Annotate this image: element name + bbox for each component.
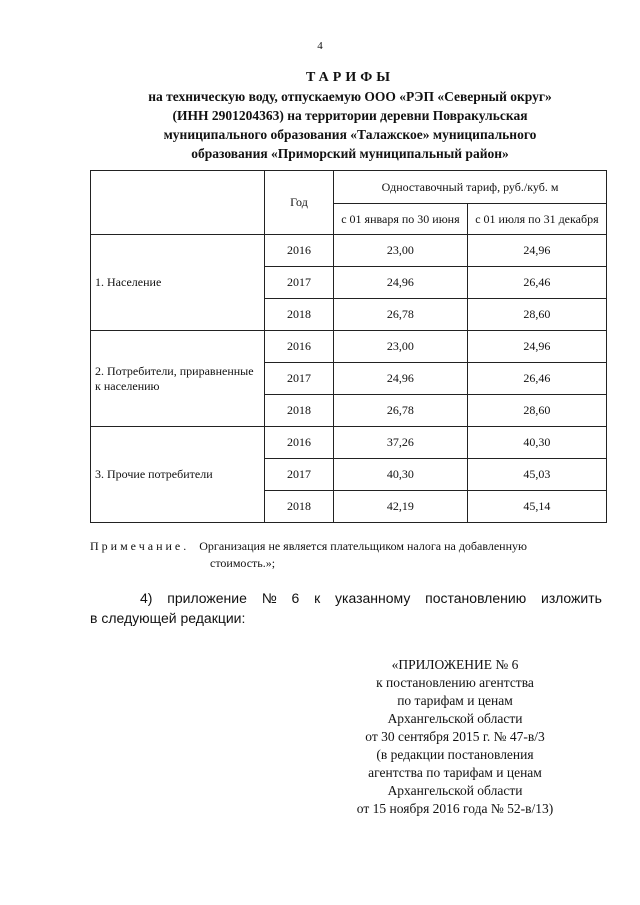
table-note	[90, 538, 607, 572]
year-cell: 2018	[265, 491, 334, 523]
annex-header	[340, 656, 570, 818]
tariff-cell: 23,00	[334, 235, 468, 267]
category-cell: 2. Потребители, приравненные к населению	[91, 331, 265, 427]
paragraph-word: указанному	[335, 590, 411, 606]
annex-line: «ПРИЛОЖЕНИЕ № 6	[391, 657, 519, 672]
note-text-continued: стоимость.»;	[210, 556, 276, 570]
tariff-cell: 26,78	[334, 299, 468, 331]
category-cell: 1. Население	[91, 235, 265, 331]
paragraph-word: №	[261, 590, 277, 606]
year-cell: 2016	[265, 235, 334, 267]
year-cell: 2016	[265, 331, 334, 363]
year-cell: 2017	[265, 267, 334, 299]
year-cell: 2018	[265, 299, 334, 331]
title-main: ТАРИФЫ	[306, 70, 394, 85]
tariff-cell: 28,60	[467, 395, 606, 427]
title-line: муниципального образования «Талажское» муниципального	[163, 127, 537, 142]
tariff-cell: 26,46	[467, 363, 606, 395]
tariff-cell: 42,19	[334, 491, 468, 523]
title-line: (ИНН 2901204363) на территории деревни Повракульская	[172, 108, 528, 123]
tariff-cell: 24,96	[467, 331, 606, 363]
annex-line: Архангельской области	[387, 783, 523, 798]
annex-line: агентства по тарифам и ценам	[368, 765, 542, 780]
year-cell: 2017	[265, 363, 334, 395]
annex-line: к постановлению агентства	[376, 675, 534, 690]
tariff-cell: 40,30	[467, 427, 606, 459]
tariff-cell: 28,60	[467, 299, 606, 331]
paragraph-word: приложение	[167, 590, 247, 606]
annex-line: от 15 ноября 2016 года № 52-в/13)	[356, 801, 554, 816]
paragraph-word: 4)	[140, 590, 153, 606]
tariff-cell: 24,96	[467, 235, 606, 267]
year-cell: 2016	[265, 427, 334, 459]
tariff-cell: 45,03	[467, 459, 606, 491]
annex-line: по тарифам и ценам	[397, 693, 513, 708]
paragraph-word: изложить	[541, 590, 602, 606]
header-tariff: Одноставочный тариф, руб./куб. м	[334, 171, 607, 204]
header-period-1: с 01 января по 30 июня	[334, 204, 468, 235]
tariff-cell: 37,26	[334, 427, 468, 459]
tariff-cell: 45,14	[467, 491, 606, 523]
note-label: Примечание.	[90, 539, 190, 553]
paragraph-word: 6	[291, 590, 300, 606]
header-category	[91, 171, 265, 235]
header-year: Год	[265, 171, 334, 235]
title-line: образования «Приморский муниципальный район»	[191, 146, 509, 161]
annex-line: от 30 сентября 2015 г. № 47-в/3	[365, 729, 545, 744]
paragraph-word: к	[314, 590, 321, 606]
header-period-2: с 01 июля по 31 декабря	[467, 204, 606, 235]
table-row	[91, 427, 607, 459]
amendment-paragraph	[90, 588, 602, 628]
tariff-cell: 24,96	[334, 267, 468, 299]
year-cell: 2017	[265, 459, 334, 491]
page-number: 4	[317, 40, 323, 52]
tariff-cell: 26,78	[334, 395, 468, 427]
tariff-cell: 23,00	[334, 331, 468, 363]
note-text: Организация не является плательщиком налога на добавленную	[199, 539, 527, 553]
document-title	[90, 68, 610, 163]
tariff-table	[90, 170, 607, 523]
category-cell: 3. Прочие потребители	[91, 427, 265, 523]
tariff-cell: 40,30	[334, 459, 468, 491]
annex-line: Архангельской области	[387, 711, 523, 726]
annex-line: (в редакции постановления	[376, 747, 534, 762]
tariff-cell: 26,46	[467, 267, 606, 299]
year-cell: 2018	[265, 395, 334, 427]
table-row	[91, 235, 607, 267]
paragraph-word: постановлению	[425, 590, 527, 606]
tariff-cell: 24,96	[334, 363, 468, 395]
paragraph-line: в следующей редакции:	[90, 610, 246, 626]
title-line: на техническую воду, отпускаемую ООО «РЭП «Северный округ»	[148, 89, 552, 104]
table-row	[91, 331, 607, 363]
